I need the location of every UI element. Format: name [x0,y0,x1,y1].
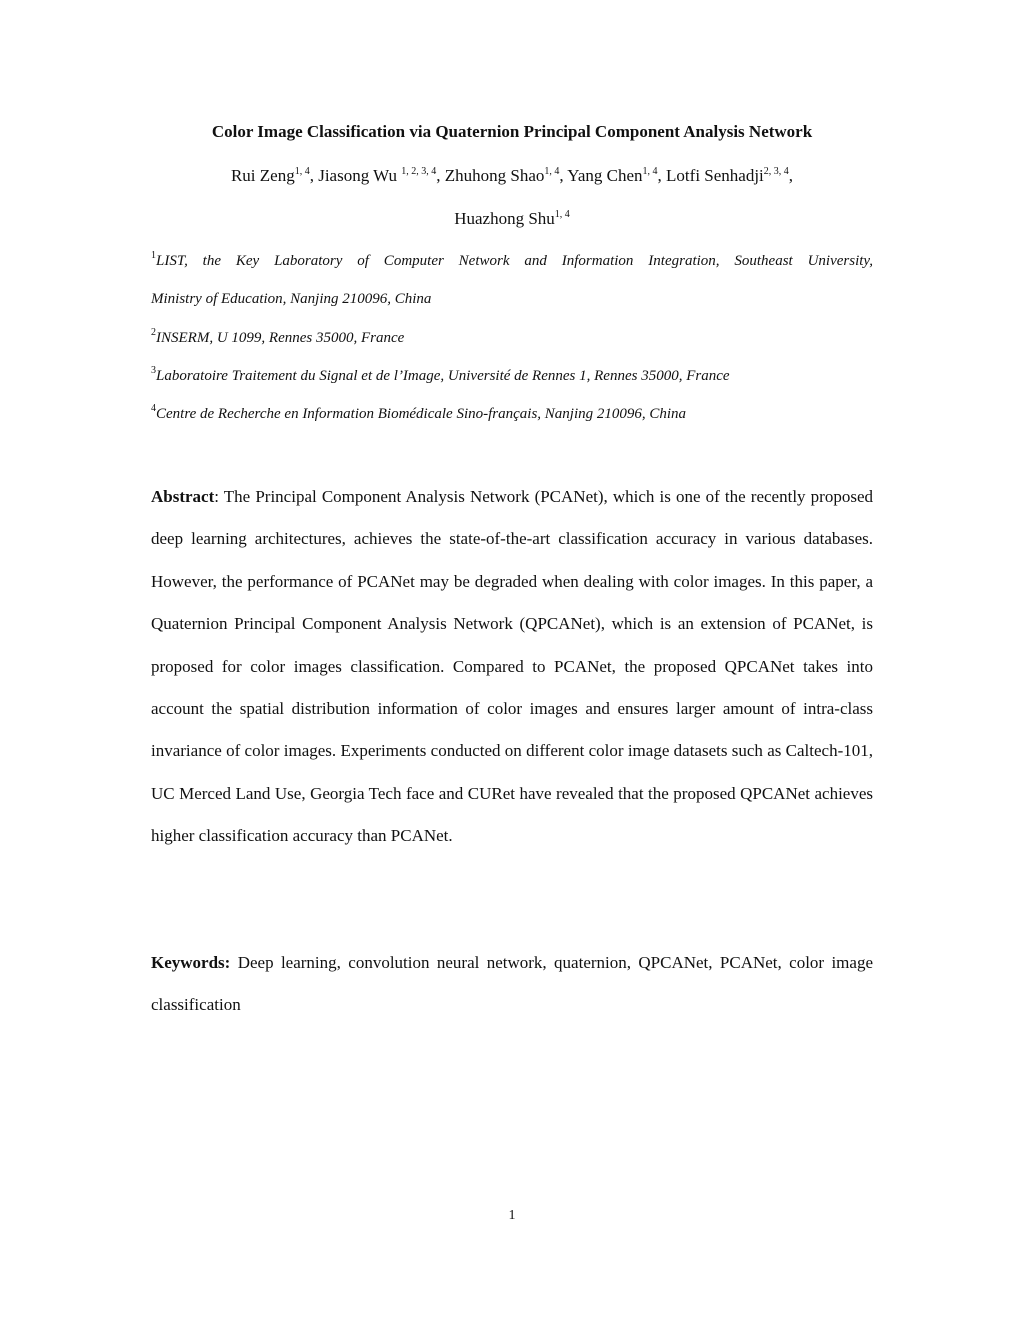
author [231,166,318,185]
keywords [151,942,873,1027]
affiliation-4 [151,404,873,424]
paper-title: Color Image Classification via Quaternion Principal Component Analysis Network [211,122,813,141]
author-name: Rui Zeng [230,166,295,185]
affiliation-text: INSERM, U 1099, Rennes 35000, France [156,330,405,346]
author-affiliation-marker: 1, 4 [554,209,570,220]
author [318,166,445,185]
affiliation-3 [151,366,873,386]
author-affiliation-marker: 1, 4 [294,166,310,177]
author-name: Yang Chen [567,166,643,185]
abstract [151,476,873,858]
affiliation-text: Centre de Recherche en Information Biomédicale Sino-français, Nanjing 210096, China [156,406,687,422]
author-name: Jiasong Wu [318,166,402,185]
author [445,166,568,185]
author-separator: , [788,166,794,185]
author-list [0,165,1024,187]
affiliation-number: 2 [151,327,156,338]
author-name: Huazhong Shu [454,209,555,228]
author [454,209,570,228]
affiliation-1 [151,251,873,271]
affiliation-2 [151,328,873,348]
author-name: Lotfi Senhadji [666,166,764,185]
author-name: Zhuhong Shao [444,166,545,185]
page-number: 1 [508,1208,516,1223]
affiliation-text: LIST, the Key Laboratory of Computer Network and Information Integration, Southeast University, [156,253,873,269]
author-affiliation-marker: 1, 4 [544,166,560,177]
keywords-text: Deep learning, convolution neural network, quaternion, QPCANet, PCANet, color image classification [151,953,873,1015]
abstract-text: : The Principal Component Analysis Network (PCANet), which is one of the recently proposed deep learning architectures, achieves the state-of-the-art classification accuracy in various databases. However, the performance of PCANet may be degraded when dealing with color images. In this paper, a Quaternion Principal Component Analysis Network (QPCANet), which is an extension of PCANet, is proposed for color images classification. Compared to PCANet, the proposed QPCANet takes into account the spatial distribution information of color images and ensures larger amount of intra-class invariance of color images. Experiments conducted on different color image datasets such as Caltech-101, UC Merced Land Use, Georgia Tech face and CURet have revealed that the proposed QPCANet achieves higher classification accuracy than PCANet. [151,487,873,846]
author-affiliation-marker: 1, 2, 3, 4 [401,166,437,177]
affiliation-number: 3 [151,365,156,376]
affiliation-text: Laboratoire Traitement du Signal et de l’Image, Université de Rennes 1, Rennes 35000, France [156,368,730,384]
affiliation-1-continued [151,289,873,309]
author [666,166,793,185]
author-separator: , [559,166,568,185]
author-separator: , [436,166,445,185]
affiliation-number: 1 [151,250,156,261]
author-separator: , [309,166,319,185]
author [567,166,666,185]
author-affiliation-marker: 2, 3, 4 [763,166,789,177]
affiliation-number: 4 [151,403,156,414]
abstract-label: Abstract [151,487,215,506]
keywords-label: Keywords: [151,953,231,972]
author-list-continued [0,208,1024,230]
author-affiliation-marker: 1, 4 [642,166,658,177]
affiliation-text: Ministry of Education, Nanjing 210096, China [151,291,432,307]
author-separator: , [657,166,667,185]
